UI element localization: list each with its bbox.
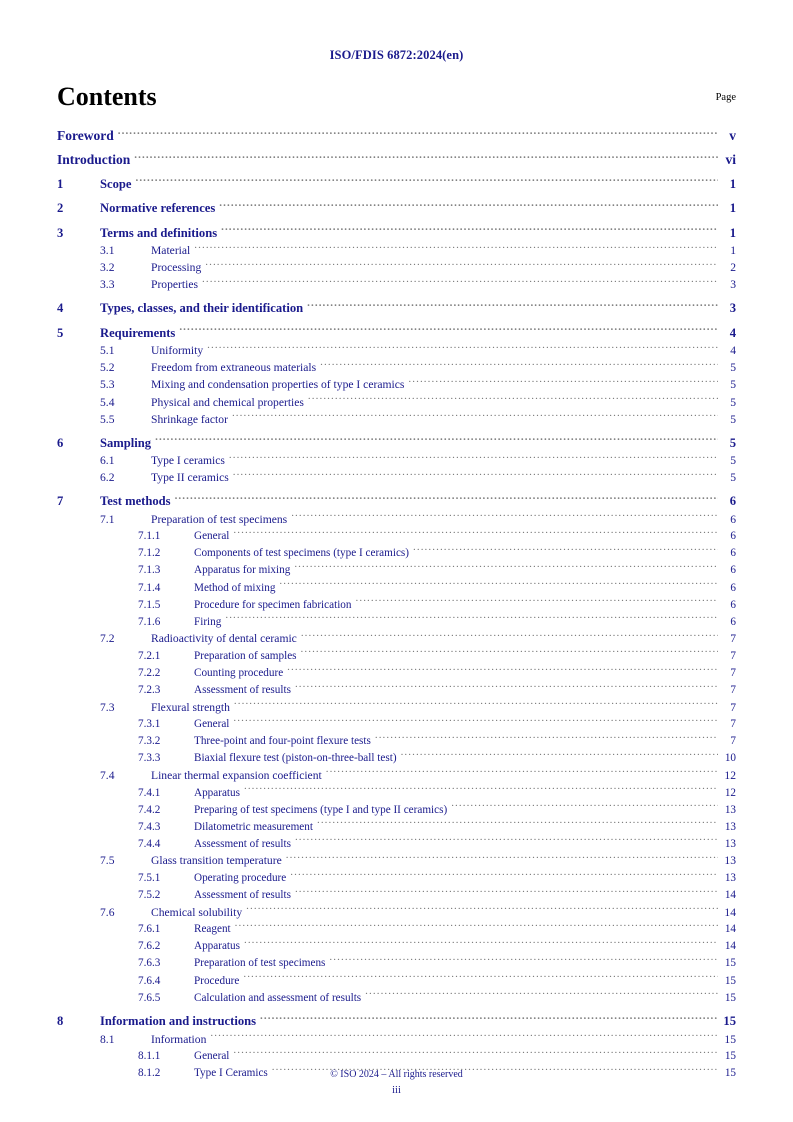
toc-entry-title: Assessment of results xyxy=(194,837,291,850)
toc-entry[interactable] xyxy=(57,665,736,682)
toc-entry-number: 8.1.2 xyxy=(138,1067,161,1080)
toc-entry-title: Uniformity xyxy=(151,344,204,358)
toc-leader-dots xyxy=(408,377,718,389)
toc-entry-title: Calculation and assessment of results xyxy=(194,991,362,1004)
toc-leader-dots xyxy=(225,614,718,625)
toc-leader-dots xyxy=(279,579,718,590)
toc-entry[interactable] xyxy=(57,300,736,318)
toc-entry-number: 5.5 xyxy=(100,412,115,426)
toc-entry-page: 12 xyxy=(724,768,736,782)
toc-entry-title: Introduction xyxy=(57,152,131,168)
toc-entry-page: 13 xyxy=(724,820,736,833)
toc-entry-title: Preparation of test specimens xyxy=(194,957,326,970)
toc-entry-page: 15 xyxy=(724,974,736,987)
toc-entry-title: Components of test specimens (type I ceramics) xyxy=(194,547,409,560)
toc-entry-title: Procedure xyxy=(194,974,240,987)
toc-entry-page: 6 xyxy=(729,494,736,509)
toc-entry-page: 7 xyxy=(730,649,736,662)
toc-entry[interactable] xyxy=(57,224,736,242)
toc-entry-number: 7.6.1 xyxy=(138,923,161,936)
toc-entry-page: 15 xyxy=(724,1067,736,1080)
toc-entry-page: 6 xyxy=(730,512,736,526)
toc-entry-number: 6.1 xyxy=(100,454,115,468)
toc-entry[interactable] xyxy=(57,260,736,277)
page-title: Contents xyxy=(57,82,157,111)
toc-leader-dots xyxy=(326,767,718,779)
toc-entry-number: 5.4 xyxy=(100,395,115,409)
toc-entry[interactable] xyxy=(57,836,736,853)
toc-entry-number: 8 xyxy=(57,1014,64,1029)
toc-leader-dots xyxy=(118,127,718,141)
toc-entry[interactable] xyxy=(57,434,736,452)
toc-entry-number: 7 xyxy=(57,494,64,509)
toc-entry[interactable] xyxy=(57,528,736,545)
toc-entry-page: 5 xyxy=(730,395,736,409)
toc-entry-number: 2 xyxy=(57,201,64,216)
toc-entry-number: 6.2 xyxy=(100,471,115,485)
toc-leader-dots xyxy=(235,921,718,932)
toc-entry[interactable] xyxy=(57,955,736,972)
toc-entry-title: General xyxy=(194,530,230,543)
toc-entry-title: Reagent xyxy=(194,923,231,936)
toc-leader-dots xyxy=(307,300,718,313)
toc-leader-dots xyxy=(301,648,718,659)
toc-leader-dots xyxy=(229,453,718,465)
toc-entry[interactable] xyxy=(57,784,736,801)
toc-entry-number: 8.1.1 xyxy=(138,1050,161,1063)
toc-entry-page: 5 xyxy=(730,378,736,392)
toc-entry[interactable] xyxy=(57,343,736,360)
toc-entry-page: 7 xyxy=(730,632,736,646)
toc-leader-dots xyxy=(320,360,718,372)
toc-entry[interactable] xyxy=(57,921,736,938)
toc-entry-page: 13 xyxy=(724,837,736,850)
toc-entry-title: Properties xyxy=(151,278,199,292)
toc-leader-dots xyxy=(295,682,718,693)
toc-entry-number: 5.2 xyxy=(100,361,115,375)
toc-entry-number: 7.4.2 xyxy=(138,803,161,816)
toc-leader-dots xyxy=(413,545,718,556)
toc-leader-dots xyxy=(260,1013,718,1026)
toc-leader-dots xyxy=(135,175,718,188)
toc-leader-dots xyxy=(207,343,718,355)
toc-entry-page: 6 xyxy=(730,581,736,594)
toc-entry[interactable] xyxy=(57,648,736,665)
toc-entry-page: 5 xyxy=(729,435,736,450)
toc-entry-title: Shrinkage factor xyxy=(151,412,228,426)
toc-leader-dots xyxy=(155,434,718,447)
toc-entry-title: Requirements xyxy=(100,325,176,340)
toc-entry-title: Physical and chemical properties xyxy=(151,395,304,409)
toc-entry-page: 6 xyxy=(730,615,736,628)
toc-entry[interactable] xyxy=(57,324,736,342)
toc-entry-page: 1 xyxy=(729,225,736,240)
toc-entry-page: v xyxy=(729,128,736,143)
toc-leader-dots xyxy=(243,972,718,983)
toc-entry[interactable] xyxy=(57,1048,736,1065)
toc-leader-dots xyxy=(295,887,718,898)
toc-entry-page: 1 xyxy=(729,201,736,216)
toc-entry[interactable] xyxy=(57,360,736,377)
toc-entry-page: 15 xyxy=(723,1014,736,1029)
toc-entry-page: 7 xyxy=(730,735,736,748)
toc-entry-title: Chemical solubility xyxy=(151,905,243,919)
table-of-contents xyxy=(57,126,736,1082)
toc-entry[interactable] xyxy=(57,989,736,1006)
toc-entry-page: 1 xyxy=(730,244,736,258)
toc-entry-page: 13 xyxy=(724,803,736,816)
toc-entry-number: 7.6.4 xyxy=(138,974,161,987)
toc-leader-dots xyxy=(291,511,718,523)
toc-entry-page: 14 xyxy=(724,923,736,936)
toc-entry-number: 5 xyxy=(57,325,64,340)
toc-entry-page: 7 xyxy=(730,700,736,714)
toc-entry[interactable] xyxy=(57,1031,736,1048)
toc-entry[interactable] xyxy=(57,596,736,613)
toc-entry[interactable] xyxy=(57,887,736,904)
toc-entry[interactable] xyxy=(57,870,736,887)
toc-entry-number: 7.1 xyxy=(100,512,115,526)
toc-entry[interactable] xyxy=(57,1013,736,1031)
toc-entry-title: Information xyxy=(151,1032,207,1046)
toc-entry[interactable] xyxy=(57,801,736,818)
toc-entry-page: 3 xyxy=(729,301,736,316)
toc-entry-page: 7 xyxy=(730,684,736,697)
toc-entry-number: 7.1.6 xyxy=(138,615,161,628)
toc-entry[interactable] xyxy=(57,819,736,836)
footer-copyright: © ISO 2024 – All rights reserved xyxy=(330,1069,463,1080)
toc-entry-number: 7.5 xyxy=(100,854,115,868)
toc-entry[interactable] xyxy=(57,545,736,562)
toc-leader-dots xyxy=(401,750,718,761)
toc-entry-title: Preparing of test specimens (type I and type II ceramics) xyxy=(194,803,448,816)
toc-entry-page: 15 xyxy=(724,1050,736,1063)
toc-leader-dots xyxy=(179,324,718,337)
toc-entry-number: 7.4.3 xyxy=(138,820,161,833)
toc-leader-dots xyxy=(233,716,718,727)
toc-entry[interactable] xyxy=(57,853,736,870)
toc-entry-page: 7 xyxy=(730,667,736,679)
toc-entry[interactable] xyxy=(57,126,736,145)
toc-entry-title: Apparatus for mixing xyxy=(194,564,291,577)
toc-leader-dots xyxy=(295,836,718,847)
toc-entry-title: Processing xyxy=(151,261,202,275)
toc-entry-title: Foreword xyxy=(57,128,114,143)
toc-entry-number: 3 xyxy=(57,225,64,240)
toc-entry-page: 10 xyxy=(724,752,736,765)
toc-entry-number: 7.6.2 xyxy=(138,940,161,953)
toc-entry[interactable] xyxy=(57,767,736,784)
toc-entry-title: Normative references xyxy=(100,201,216,216)
toc-entry-number: 6 xyxy=(57,435,64,450)
toc-entry-page: 13 xyxy=(724,854,736,868)
toc-entry-page: vi xyxy=(725,152,736,168)
toc-entry-number: 7.3.2 xyxy=(138,735,161,748)
toc-leader-dots xyxy=(365,989,718,1000)
toc-entry-title: Preparation of test specimens xyxy=(151,512,288,526)
toc-entry-title: Counting procedure xyxy=(194,667,284,679)
toc-entry[interactable] xyxy=(57,277,736,294)
toc-entry-number: 4 xyxy=(57,301,64,316)
toc-entry-number: 7.1.4 xyxy=(138,581,161,594)
toc-entry-title: Mixing and condensation properties of type I ceramics xyxy=(151,378,405,392)
toc-entry[interactable] xyxy=(57,243,736,260)
toc-entry[interactable] xyxy=(57,631,736,648)
toc-entry-number: 7.3.1 xyxy=(138,718,161,731)
toc-entry-title: Assessment of results xyxy=(194,684,291,697)
toc-entry-title: Flexural strength xyxy=(151,700,230,714)
toc-leader-dots xyxy=(219,200,718,213)
toc-leader-dots xyxy=(287,665,718,676)
toc-entry-number: 7.2.3 xyxy=(138,684,161,697)
toc-entry-title: Sampling xyxy=(100,435,152,450)
toc-entry[interactable] xyxy=(57,200,736,218)
toc-entry-title: Test methods xyxy=(100,494,171,509)
toc-entry-number: 7.2.2 xyxy=(138,667,161,679)
toc-entry[interactable] xyxy=(57,682,736,699)
toc-entry[interactable] xyxy=(57,904,736,921)
toc-leader-dots xyxy=(234,699,718,711)
toc-entry-page: 15 xyxy=(724,1032,736,1046)
toc-entry-page: 14 xyxy=(724,940,736,953)
toc-entry-page: 1 xyxy=(729,176,736,191)
toc-entry[interactable] xyxy=(57,394,736,411)
toc-entry-number: 7.4.1 xyxy=(138,786,161,799)
toc-entry-title: Assessment of results xyxy=(194,889,291,902)
toc-entry-page: 14 xyxy=(724,889,736,902)
toc-entry-title: Radioactivity of dental ceramic xyxy=(151,632,297,646)
toc-entry-number: 7.2.1 xyxy=(138,649,161,662)
toc-entry-title: General xyxy=(194,718,230,731)
toc-leader-dots xyxy=(194,243,718,255)
toc-entry-number: 7.5.2 xyxy=(138,889,161,902)
toc-entry[interactable] xyxy=(57,470,736,487)
toc-entry-number: 1 xyxy=(57,176,64,191)
page-column-label: Page xyxy=(715,92,736,103)
toc-entry-page: 14 xyxy=(724,905,736,919)
toc-entry-title: Type I Ceramics xyxy=(194,1067,268,1080)
toc-entry[interactable] xyxy=(57,511,736,528)
toc-entry-title: Glass transition temperature xyxy=(151,854,282,868)
toc-entry[interactable] xyxy=(57,750,736,767)
toc-leader-dots xyxy=(301,631,718,643)
toc-entry-title: Scope xyxy=(100,176,132,191)
toc-entry[interactable] xyxy=(57,453,736,470)
toc-entry-title: Apparatus xyxy=(194,940,240,953)
toc-entry[interactable] xyxy=(57,972,736,989)
toc-entry-page: 13 xyxy=(724,871,736,884)
toc-entry-number: 7.4 xyxy=(100,768,115,782)
toc-leader-dots xyxy=(451,801,718,812)
toc-entry-page: 5 xyxy=(730,471,736,485)
toc-leader-dots xyxy=(210,1031,718,1043)
toc-entry-title: Preparation of samples xyxy=(194,649,297,662)
toc-leader-dots xyxy=(290,870,718,881)
toc-entry-title: Freedom from extraneous materials xyxy=(151,361,317,375)
toc-entry-title: Method of mixing xyxy=(194,581,276,594)
toc-entry-page: 5 xyxy=(730,454,736,468)
toc-leader-dots xyxy=(317,819,718,830)
toc-entry-number: 7.6.3 xyxy=(138,957,161,970)
toc-entry-page: 15 xyxy=(724,957,736,970)
toc-leader-dots xyxy=(134,151,718,165)
toc-entry-title: Linear thermal expansion coefficient xyxy=(151,768,322,782)
toc-entry-page: 2 xyxy=(730,261,736,275)
toc-entry-title: Apparatus xyxy=(194,786,240,799)
toc-entry-title: Firing xyxy=(194,615,222,628)
toc-entry-page: 6 xyxy=(730,598,736,611)
toc-entry[interactable] xyxy=(57,614,736,631)
toc-entry-page: 12 xyxy=(724,786,736,799)
toc-entry-page: 4 xyxy=(730,344,736,358)
toc-entry-number: 7.4.4 xyxy=(138,837,161,850)
toc-entry-title: Biaxial flexure test (piston-on-three-ball test) xyxy=(194,752,397,765)
toc-entry[interactable] xyxy=(57,938,736,955)
toc-entry-page: 6 xyxy=(730,547,736,560)
toc-leader-dots xyxy=(221,224,718,237)
toc-entry-page: 4 xyxy=(729,325,736,340)
toc-entry-title: Dilatometric measurement xyxy=(194,820,313,833)
toc-entry-number: 7.1.3 xyxy=(138,564,161,577)
toc-entry[interactable] xyxy=(57,411,736,428)
toc-leader-dots xyxy=(175,493,718,506)
toc-entry-number: 7.1.2 xyxy=(138,547,161,560)
toc-entry-number: 7.6 xyxy=(100,905,115,919)
toc-entry-title: Type II ceramics xyxy=(151,471,229,485)
toc-entry-title: Procedure for specimen fabrication xyxy=(194,598,352,611)
toc-entry-number: 3.2 xyxy=(100,261,115,275)
footer-page-number: iii xyxy=(392,1085,401,1096)
toc-entry[interactable] xyxy=(57,175,736,193)
toc-leader-dots xyxy=(375,733,718,744)
toc-entry-title: General xyxy=(194,1050,230,1063)
toc-entry-page: 5 xyxy=(730,412,736,426)
toc-leader-dots xyxy=(329,955,718,966)
toc-entry-page: 3 xyxy=(730,278,736,292)
toc-entry-number: 3.1 xyxy=(100,244,115,258)
toc-entry[interactable] xyxy=(57,493,736,511)
toc-entry-number: 7.1.5 xyxy=(138,598,161,611)
toc-entry-number: 5.1 xyxy=(100,344,115,358)
toc-entry[interactable] xyxy=(57,579,736,596)
toc-entry-number: 7.5.1 xyxy=(138,871,161,884)
toc-entry-page: 15 xyxy=(724,991,736,1004)
toc-entry-title: Three-point and four-point flexure tests xyxy=(194,735,371,748)
toc-entry-page: 7 xyxy=(730,718,736,731)
toc-entry-number: 7.3.3 xyxy=(138,752,161,765)
toc-leader-dots xyxy=(294,562,718,573)
document-header: ISO/FDIS 6872:2024(en) xyxy=(329,48,464,62)
toc-leader-dots xyxy=(286,853,718,865)
toc-entry-title: Type I ceramics xyxy=(151,454,225,468)
toc-entry-number: 5.3 xyxy=(100,378,115,392)
toc-leader-dots xyxy=(232,411,718,423)
toc-entry[interactable] xyxy=(57,562,736,579)
toc-entry[interactable] xyxy=(57,733,736,750)
toc-entry-title: Operating procedure xyxy=(194,871,287,884)
toc-entry-title: Material xyxy=(151,244,191,258)
toc-entry-number: 7.2 xyxy=(100,632,115,646)
toc-entry-title: Terms and definitions xyxy=(100,225,218,240)
toc-entry[interactable] xyxy=(57,699,736,716)
toc-entry-number: 7.6.5 xyxy=(138,991,161,1004)
toc-leader-dots xyxy=(233,470,718,482)
toc-entry-number: 7.1.1 xyxy=(138,530,161,543)
toc-entry[interactable] xyxy=(57,150,736,169)
toc-entry-number: 3.3 xyxy=(100,278,115,292)
toc-leader-dots xyxy=(202,277,718,289)
toc-leader-dots xyxy=(233,1048,718,1059)
toc-entry-page: 6 xyxy=(730,564,736,577)
toc-entry-title: Types, classes, and their identification xyxy=(100,301,304,316)
toc-leader-dots xyxy=(233,528,718,539)
toc-entry-number: 7.3 xyxy=(100,700,115,714)
toc-leader-dots xyxy=(356,596,719,607)
toc-entry-number: 8.1 xyxy=(100,1032,115,1046)
toc-entry[interactable] xyxy=(57,716,736,733)
toc-leader-dots xyxy=(246,904,718,916)
toc-leader-dots xyxy=(244,938,718,949)
toc-leader-dots xyxy=(205,260,718,272)
toc-entry-title: Information and instructions xyxy=(100,1014,257,1029)
toc-entry-page: 6 xyxy=(730,530,736,543)
toc-leader-dots xyxy=(244,784,718,795)
toc-entry[interactable] xyxy=(57,377,736,394)
toc-entry-page: 5 xyxy=(730,361,736,375)
toc-leader-dots xyxy=(308,394,718,406)
